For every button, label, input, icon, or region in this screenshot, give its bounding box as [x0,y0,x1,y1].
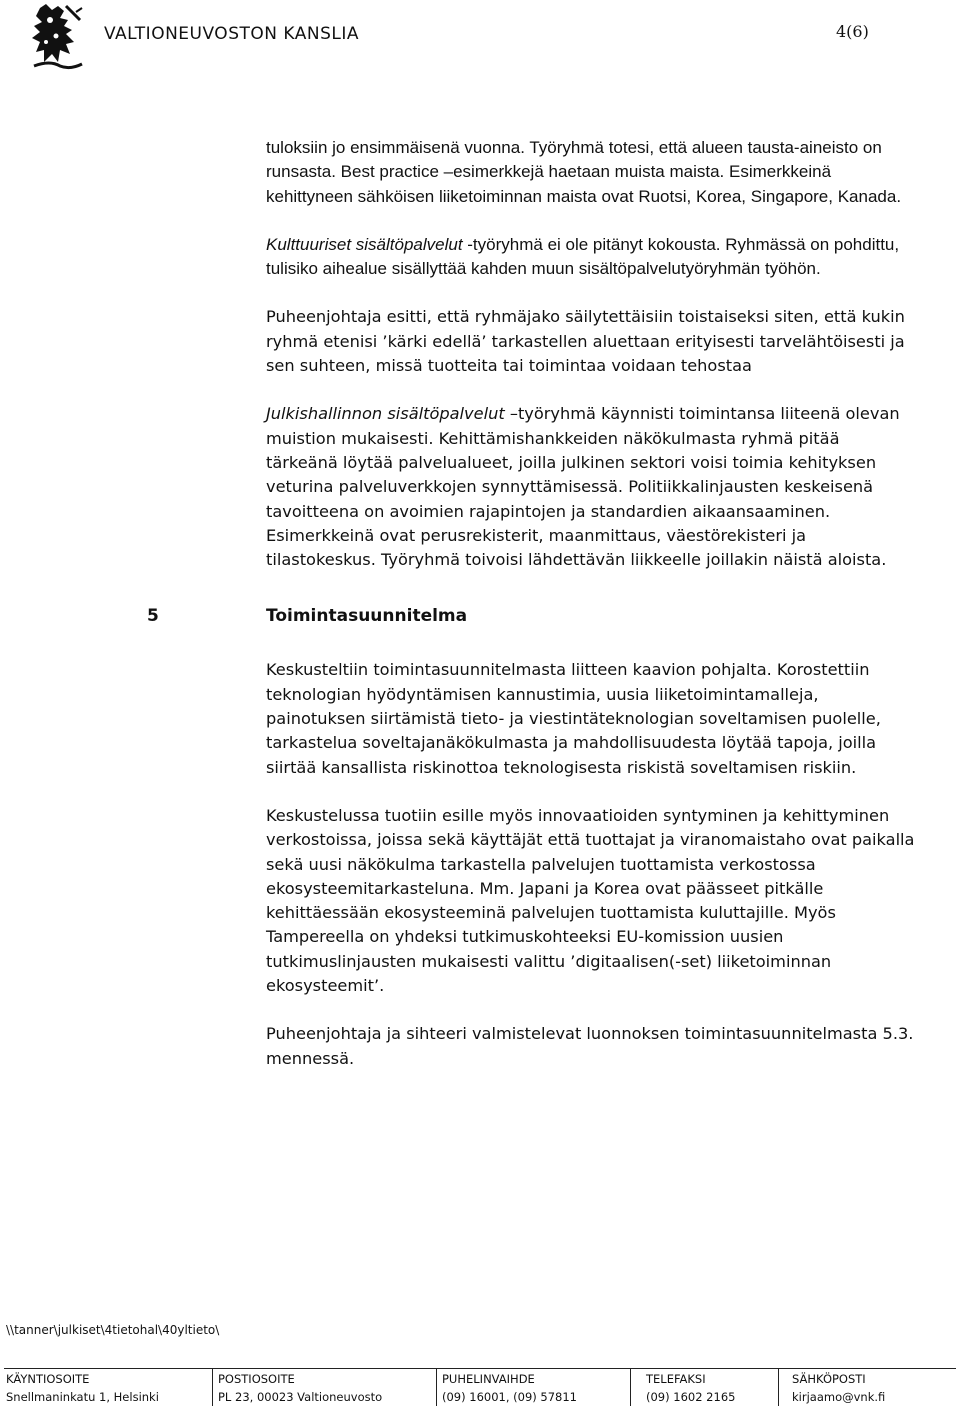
footer-fax-value: (09) 1602 2165 [646,1390,736,1404]
paragraph-innovation-ecosystems: Keskustelussa tuotiin esille myös innovaatioiden syntyminen ja kehittyminen verkostoissa, joissa sekä käyttäjät että tuottajat ja viranomaistaho ovat paikalla sekä uusi näkökulma tarkastella palvelujen tuottamista verkostossa ekosysteemitarkasteluna. Mm. Japani ja Korea ovat päässeet pitkälle kehittäessään ekosysteeminä palvelujen tuottamista kuluttajille. Myös Tampereella on yhdeksi tutkimuskohteeksi EU-komission uusien tutkimuslinjausten mukaisesti valittu ’digitaalisen(-set) liiketoiminnan ekosysteemit’. [266,805,915,996]
cultural-services-text: -työryhmä ei ole pitänyt kokousta. Ryhmässä on pohdittu, tulisiko aihealue sisällyttää kahden muun sisältöpalvelutyöryhmän työhön. [266,234,900,279]
footer-phone-value: (09) 16001, (09) 57811 [442,1390,578,1404]
section-title: Toimintasuunnitelma [266,606,468,627]
cultural-services-group-name: Kulttuuriset sisältöpalvelut [266,234,463,254]
section-number: 5 [147,606,159,627]
footer-divider [4,1368,956,1369]
footer-postal-value: PL 23, 00023 Valtioneuvosto [218,1390,383,1404]
footer-fax-label: TELEFAKSI [646,1372,706,1386]
paragraph-chair-proposal: Puheenjohtaja esitti, että ryhmäjako säilytettäisiin toistaiseksi siten, että kukin ryhmä etenisi ’kärki edellä’ tarkastellen aluettaan erityisesti tarvelähtöisesti ja sen suhteen, missä tuotteita tai toimintaa voidaan tehostaa [266,307,905,376]
public-services-text: –työryhmä käynnisti toimintansa liiteenä olevan muistion mukaisesti. Kehittämishankkeiden näkökulmasta ryhmä pitää tärkeänä löytää palvelualueet, joilla julkinen sektori voisi toimia kehityksen veturina palveluverkkojen synnyttämisessä. Politiikkalinjausten keskeisenä tavoitteena on avoimien rajapintojen ja standardien aikaansaaminen. Esimerkkeinä ovat perusrekisterit, maanmittaus, väestörekisteri ja tilastokeskus. Työryhmä toivoisi lähdettävän liikkeelle joillakin näistä aloista. [266,404,900,570]
section-heading [147,604,916,628]
footer-postal-label: POSTIOSOITE [218,1372,295,1386]
footer-phone-label: PUHELINVAIHDE [442,1372,535,1386]
footer-email-label: SÄHKÖPOSTI [792,1372,866,1386]
footer-separator [436,1368,437,1406]
paragraph-plan-preparation: Puheenjohtaja ja sihteeri valmistelevat luonnoksen toimintasuunnitelmasta 5.3. mennessä. [266,1024,914,1068]
file-path: \\tanner\julkiset\4tietohal\40yltieto\ [6,1323,220,1337]
paragraph-public-services [266,402,916,572]
footer-visit-value: Snellmaninkatu 1, Helsinki [6,1390,159,1404]
page-footer [0,1368,960,1408]
page-number: 4(6) [836,22,869,41]
paragraph-international-examples: tuloksiin jo ensimmäisenä vuonna. Työryhmä totesi, että alueen tausta-aineisto on runsasta. Best practice –esimerkkejä haetaan muista maista. Esimerkkeinä kehittyneen sähköisen liiketoiminnan maista ovat Ruotsi, Korea, Singapore, Kanada. [266,138,902,206]
agency-name: VALTIONEUVOSTON KANSLIA [104,24,359,44]
public-services-group-name: Julkishallinnon sisältöpalvelut [266,404,505,424]
paragraph-action-plan-discussion: Keskusteltiin toimintasuunnitelmasta liitteen kaavion pohjalta. Korostettiin teknologian hyödyntämisen kannustimia, uusia liiketoimintamalleja, painotuksen siirtämistä tieto- ja viestintäteknologian soveltamisen puolelle, tarkastelua soveltajanäkökulmasta ja mahdollisuudesta löytää tapoja, joilla siirtää kansallista riskinottoa teknologisesta riskistä soveltamisen riskiin. [266,660,881,777]
footer-email-value: kirjaamo@vnk.fi [792,1390,886,1404]
page-header [0,0,960,80]
document-body [147,136,916,1095]
paragraph-cultural-services [266,233,916,282]
footer-separator [778,1368,779,1406]
footer-separator [212,1368,213,1406]
footer-separator [630,1368,631,1406]
footer-visit-label: KÄYNTIOSOITE [6,1372,90,1386]
lion-crest-icon [30,2,86,70]
